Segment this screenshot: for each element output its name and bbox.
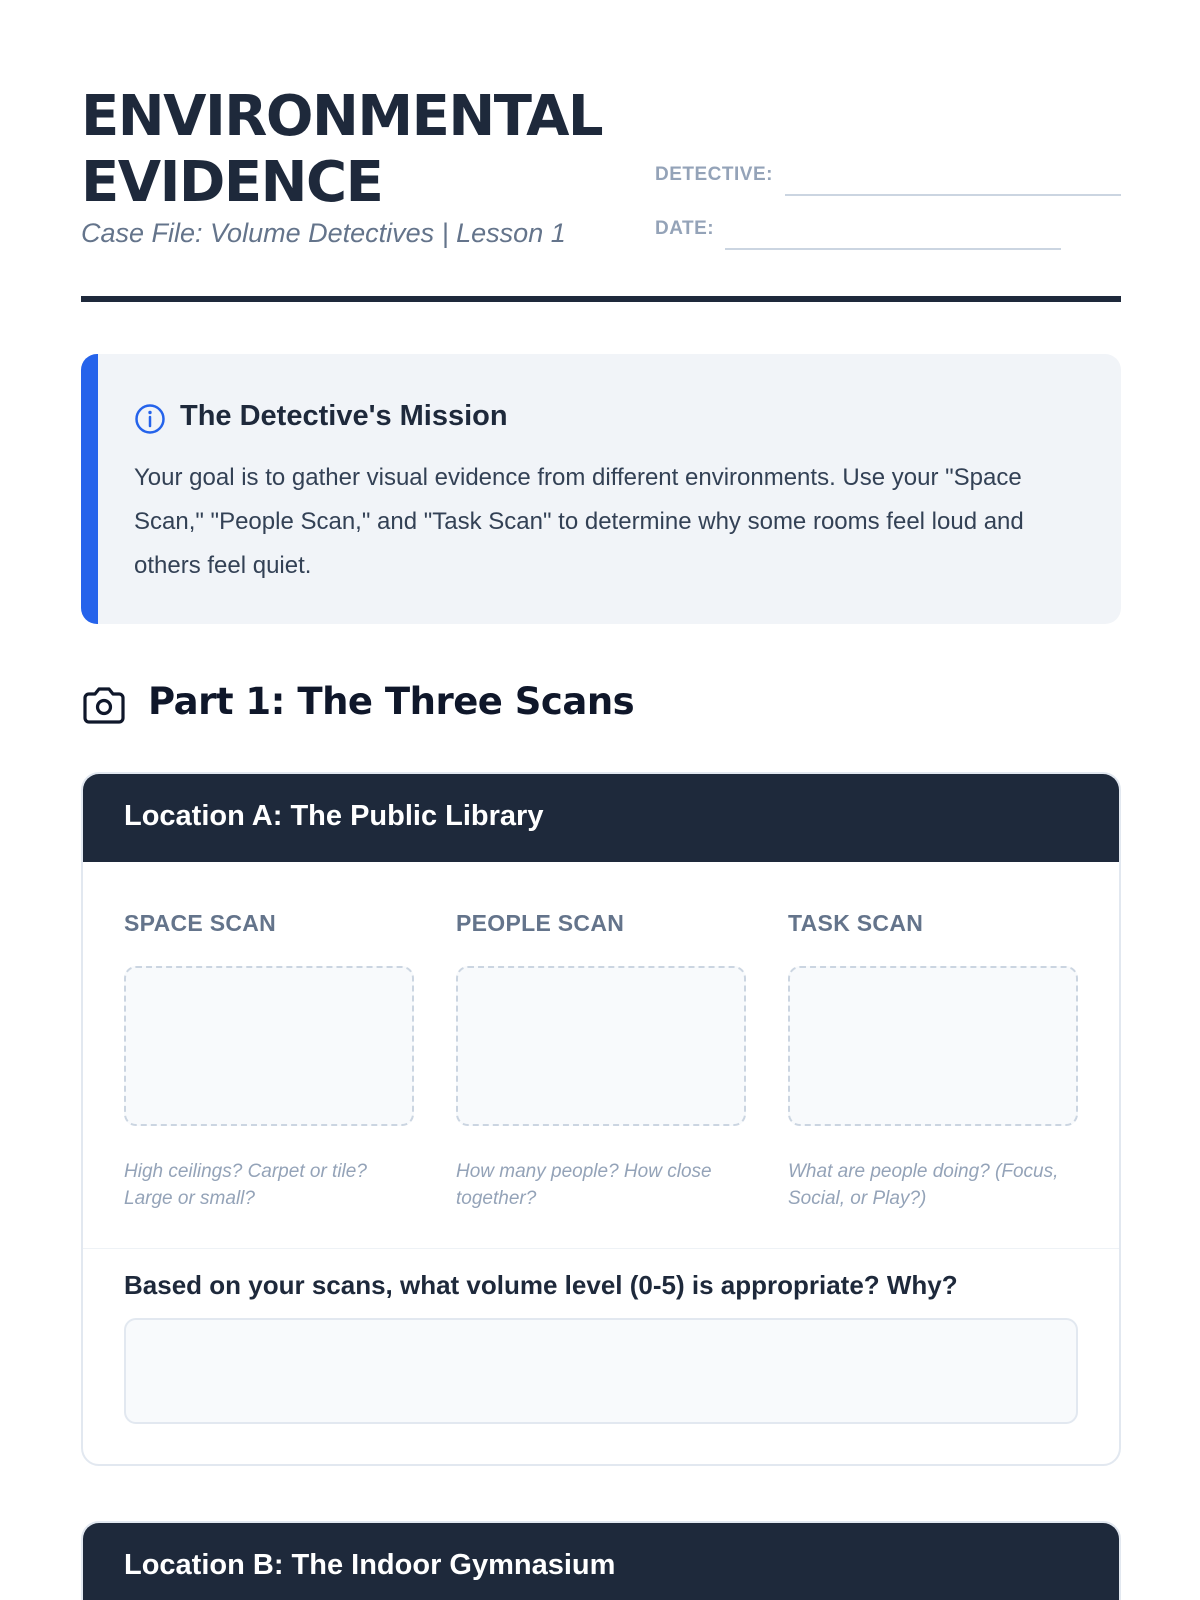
header-divider <box>81 296 1121 302</box>
scan-hint: How many people? How close together? <box>456 1161 712 1209</box>
scan-hint: High ceilings? Carpet or tile? Large or small? <box>124 1161 367 1209</box>
worksheet-header <box>81 84 1121 304</box>
detective-label: DETECTIVE: <box>655 164 773 185</box>
people-scan-photo-box[interactable] <box>456 966 746 1126</box>
mission-title: The Detective's Mission <box>180 400 508 432</box>
mission-body: Your goal is to gather visual evidence from different environments. Use your "Space Scan," "People Scan," and "Task Scan" to determine why some rooms feel loud and others feel quiet. <box>134 464 1024 579</box>
worksheet-page <box>81 0 1121 1600</box>
task-scan-photo-box[interactable] <box>788 966 1078 1126</box>
people-scan <box>456 862 746 1222</box>
card-divider <box>83 1248 1119 1249</box>
task-scan <box>788 862 1078 1222</box>
page-subtitle: Case File: Volume Detectives | Lesson 1 <box>81 218 566 248</box>
page-title <box>81 84 602 216</box>
date-label: DATE: <box>655 218 715 239</box>
scan-label: TASK SCAN <box>788 910 924 936</box>
space-scan-photo-box[interactable] <box>124 966 414 1126</box>
location-card-b <box>81 1521 1121 1600</box>
date-field[interactable] <box>725 248 1061 250</box>
space-scan <box>124 862 414 1222</box>
mission-box <box>81 354 1121 624</box>
camera-icon <box>81 686 127 726</box>
location-card-header <box>83 1523 1119 1600</box>
volume-answer-field[interactable] <box>124 1318 1078 1424</box>
title-line-2: EVIDENCE <box>81 150 383 215</box>
location-card-header <box>83 774 1119 862</box>
scan-hint: What are people doing? (Focus, Social, or Play?) <box>788 1161 1059 1209</box>
location-card-a <box>81 772 1121 1466</box>
location-title: Location A: The Public Library <box>124 800 544 832</box>
scan-label: SPACE SCAN <box>124 910 277 936</box>
info-icon <box>134 403 166 435</box>
location-title: Location B: The Indoor Gymnasium <box>124 1549 616 1581</box>
volume-question: Based on your scans, what volume level (0-5) is appropriate? Why? <box>124 1270 958 1300</box>
title-line-1: ENVIRONMENTAL <box>81 84 603 149</box>
part-1-heading: Part 1: The Three Scans <box>148 680 635 723</box>
detective-name-field[interactable] <box>785 194 1121 196</box>
scan-label: PEOPLE SCAN <box>456 910 625 936</box>
